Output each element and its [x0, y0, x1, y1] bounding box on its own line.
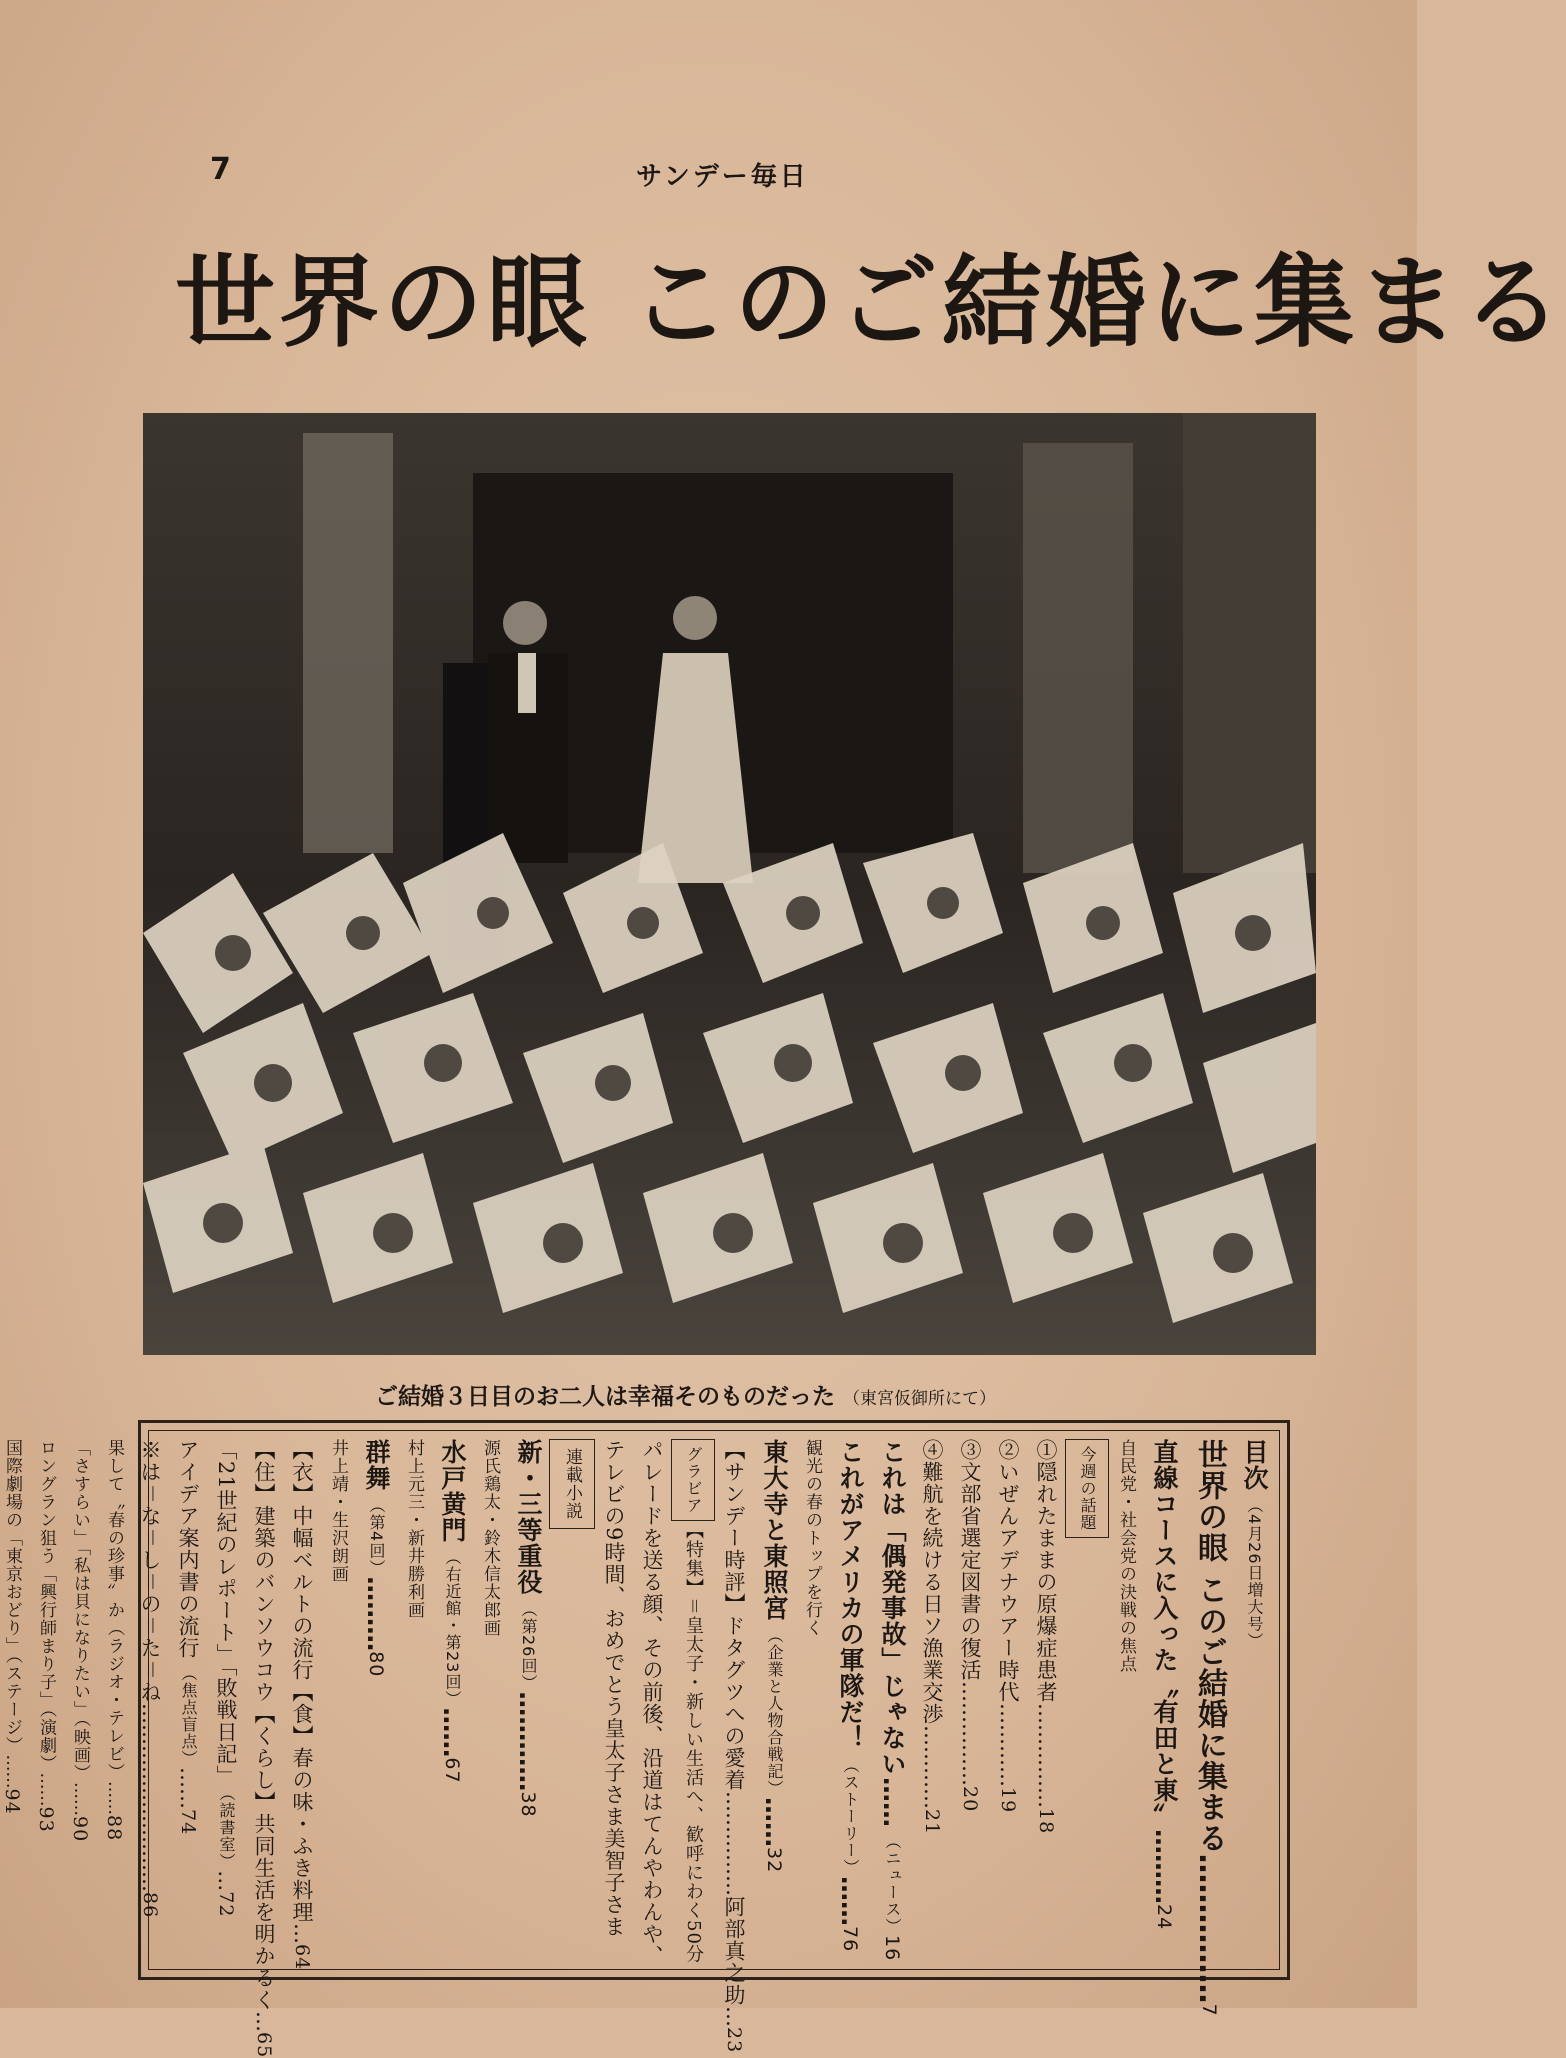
- wedding-photo: [143, 413, 1316, 1355]
- entry-label: ②いぜんアデナウアー時代: [996, 1439, 1020, 1703]
- toc-entry-temple[interactable]: [753, 1439, 795, 1965]
- entry-label: 国際劇場の「東京おどり」: [2, 1439, 22, 1655]
- toc-serial-3[interactable]: [355, 1439, 397, 1965]
- topics-heading: 今週の話題: [1065, 1439, 1109, 1538]
- entry-leader: ……: [836, 1876, 865, 1926]
- toc-serial-1-author: 源氏鶏太・鈴木信太郎画: [480, 1439, 500, 1637]
- entry-note: （ニュース）: [883, 1833, 902, 1935]
- entry-label: これがアメリカの軍隊だ！: [836, 1439, 865, 1751]
- entry-note: （映画）: [70, 1718, 90, 1782]
- entry-page: 7: [1198, 2003, 1220, 2017]
- toc-gravure-line3: テレビの9時間、おめでとう皇太子さま美智子さま: [602, 1439, 626, 1938]
- magazine-name: サンデー毎日: [636, 162, 809, 192]
- toc-serial-3-author: 井上靖・生沢朗画: [328, 1439, 348, 1583]
- entry-leader: …………: [996, 1703, 1020, 1787]
- entry-page: 38: [517, 1791, 539, 1818]
- entry-leader: ……………: [958, 1681, 982, 1786]
- toc-entertainment-3[interactable]: [29, 1439, 63, 1965]
- toc-gravure-line2: パレードを送る顔、その前後、沿道はてんやわんや、: [640, 1439, 664, 1967]
- entry-label: 世界の眼 このご結婚に集まる: [1192, 1439, 1227, 1854]
- entry-leader: …………: [514, 1691, 543, 1792]
- caption-credit: （東宮仮御所にて）: [843, 1389, 996, 1409]
- toc-entry-sunday-review[interactable]: 【サンデー時評】ドタグツへの愛着……………阿部真之助…23: [722, 1439, 746, 2054]
- toc-serial-1[interactable]: [507, 1439, 549, 1965]
- toc-issue-note: （4月26日増大号）: [1245, 1497, 1264, 1650]
- entry-leader: ……: [760, 1797, 789, 1847]
- entry-page: 21: [921, 1809, 943, 1836]
- entry-note: （右近館・第23回）: [443, 1549, 462, 1708]
- entry-note: （企業と人物合戦記）: [765, 1627, 784, 1797]
- entry-label: 建築のバンソウコウ: [252, 1505, 276, 1703]
- entry-label: 果して〝春の珍事〟か: [104, 1439, 124, 1619]
- entry-page: 74: [177, 1809, 199, 1836]
- entry-label: 新・三等重役: [514, 1439, 543, 1595]
- photo-illustration: [143, 413, 1316, 1355]
- entry-page: 64: [291, 1944, 313, 1971]
- toc-article2-sub: 自民党・社会党の決戦の焦点: [1116, 1439, 1136, 1673]
- toc-topics-heading-line: [1065, 1439, 1109, 1965]
- entry-label: アイデア案内書の流行: [176, 1439, 200, 1659]
- entry-label: ※は＝な＝し＝の＝た＝ね: [138, 1439, 162, 1703]
- entry-leader: ………: [362, 1576, 391, 1652]
- entry-leader: ……………: [1034, 1703, 1058, 1808]
- entry-page: 65: [253, 2032, 275, 2058]
- toc-hanashi[interactable]: [131, 1439, 169, 1965]
- toc-topic-3[interactable]: [951, 1439, 989, 1965]
- entry-tag: 【衣】: [290, 1439, 314, 1505]
- entry-label: 中幅ベルトの流行: [290, 1505, 314, 1681]
- entry-tag: サンデー時評: [722, 1461, 746, 1593]
- toc-entry-accident[interactable]: [871, 1439, 913, 1965]
- serial-heading: 連載小説: [549, 1439, 595, 1529]
- page-number: 7: [210, 152, 231, 187]
- entry-page: 18: [1035, 1808, 1057, 1835]
- entry-page: 88: [103, 1815, 125, 1842]
- gravure-tag: グラビア: [671, 1439, 715, 1521]
- entry-leader: ……: [2, 1754, 22, 1789]
- entry-tag-2: 【くらし】: [252, 1703, 276, 1813]
- entry-page: 86: [139, 1892, 161, 1919]
- entry-label: 直線コースに入った〝有田と東〟: [1150, 1439, 1179, 1829]
- entry-page: 76: [839, 1926, 861, 1953]
- entry-label-2: 春の味・ふき料理: [290, 1747, 314, 1923]
- entry-note: （ストーリー）: [841, 1757, 860, 1876]
- gravure-special-tag: 【特集】: [683, 1521, 704, 1597]
- entry-label: 「21世紀のレポート」「敗戦日記」: [214, 1439, 238, 1788]
- toc-title-line: [1233, 1439, 1275, 1965]
- toc-idea-guide[interactable]: [169, 1439, 207, 1965]
- toc-serial-2-author: 村上元三・新井勝利画: [404, 1439, 424, 1619]
- toc-serial-2[interactable]: [431, 1439, 473, 1965]
- toc-entry-main-feature[interactable]: [1185, 1439, 1233, 2017]
- entry-tag-2: 【食】: [290, 1681, 314, 1747]
- table-of-contents: [1, 1420, 1290, 2058]
- entry-page: 90: [69, 1816, 91, 1843]
- entry-leader: ……: [36, 1772, 56, 1807]
- entry-leader: ……: [70, 1782, 90, 1816]
- gravure-line-1: ＝皇太子・新しい生活へ、歓呼にわく50分: [683, 1597, 704, 1964]
- entry-note: （演劇）: [36, 1709, 56, 1773]
- entry-label-2: 共同生活を明かるく: [252, 1813, 276, 2011]
- toc-gravure-line1[interactable]: [671, 1439, 715, 1965]
- entry-page: 93: [35, 1806, 57, 1833]
- entry-label: ロングラン狙う「興行師まり子」: [36, 1439, 56, 1709]
- entry-leader: …: [252, 2011, 276, 2032]
- entry-page: 23: [723, 2027, 745, 2054]
- entry-note: （第26回）: [519, 1601, 538, 1692]
- entry-label: ①隠れたままの原爆症患者: [1034, 1439, 1058, 1703]
- toc-title: 目次: [1240, 1439, 1269, 1491]
- toc-topic-1[interactable]: [1027, 1439, 1065, 1965]
- entry-label: これは「偶発事故」じゃない: [878, 1439, 907, 1777]
- entry-page: 94: [1, 1788, 23, 1815]
- photo-caption: [375, 1378, 1275, 1411]
- entry-page: 19: [997, 1787, 1019, 1814]
- entry-page: 80: [365, 1651, 387, 1678]
- toc-entertainment-1[interactable]: [97, 1439, 131, 1965]
- entry-leader: ……: [104, 1781, 124, 1815]
- entry-tag: 【住】: [252, 1439, 276, 1505]
- toc-entertainment-2[interactable]: [63, 1439, 97, 1965]
- entry-leader: ………………………: [138, 1703, 162, 1892]
- entry-label: ④難航を続ける日ソ漁業交渉: [920, 1439, 944, 1725]
- entry-leader: …………: [920, 1725, 944, 1809]
- toc-reading-room[interactable]: [207, 1439, 245, 1965]
- entry-page: 32: [763, 1847, 785, 1874]
- entry-label: ドタグツへの愛着: [722, 1615, 746, 1791]
- entry-leader: …: [290, 1923, 314, 1944]
- caption-text: ご結婚３日目のお二人は幸福そのものだった: [375, 1384, 835, 1410]
- toc-entertainment-4[interactable]: [0, 1439, 29, 1965]
- entry-leader: ……………: [1192, 1853, 1227, 2004]
- entry-page: 67: [441, 1757, 463, 1784]
- entry-leader: ……………: [722, 1791, 746, 1896]
- toc-columns: [1, 1439, 1275, 2058]
- entry-note: （読書室）: [217, 1793, 236, 1871]
- toc-serial-heading-line: [549, 1439, 595, 1965]
- entry-page: 16: [881, 1935, 903, 1962]
- entry-leader: ……: [438, 1707, 467, 1758]
- entry-leader: ……: [878, 1777, 907, 1827]
- toc-temple-sub: 観光の春のトップを行く: [802, 1439, 822, 1637]
- entry-leader: ……: [176, 1767, 200, 1809]
- toc-entry-article2[interactable]: [1143, 1439, 1185, 1965]
- entry-note: （焦点盲点）: [179, 1665, 198, 1767]
- entry-author: 阿部真之助: [722, 1896, 746, 2006]
- entry-note: （ステージ）: [2, 1655, 22, 1755]
- toc-entry-america[interactable]: [829, 1439, 871, 1965]
- entry-leader: …: [214, 1870, 238, 1892]
- headline: 世界の眼 このご結婚に集まる: [175, 244, 1566, 361]
- entry-label: 「さすらい」「私は貝になりたい」: [70, 1439, 90, 1719]
- entry-label: 東大寺と東照宮: [760, 1439, 789, 1621]
- entry-note: （ラジオ・テレビ）: [104, 1619, 124, 1781]
- entry-page: 72: [215, 1891, 237, 1918]
- toc-topic-2[interactable]: [989, 1439, 1027, 1965]
- entry-leader: ………: [1150, 1829, 1179, 1904]
- entry-note: （第4回）: [367, 1497, 386, 1577]
- toc-lifestyle-1[interactable]: [283, 1439, 321, 1971]
- entry-label: 水戸黄門: [438, 1439, 467, 1543]
- entry-page: 20: [959, 1786, 981, 1813]
- entry-label: ③文部省選定図書の復活: [958, 1439, 982, 1681]
- toc-topic-4[interactable]: [913, 1439, 951, 1965]
- toc-lifestyle-2[interactable]: [245, 1439, 283, 2058]
- entry-label: 群舞: [362, 1439, 391, 1491]
- entry-page: 24: [1153, 1904, 1175, 1931]
